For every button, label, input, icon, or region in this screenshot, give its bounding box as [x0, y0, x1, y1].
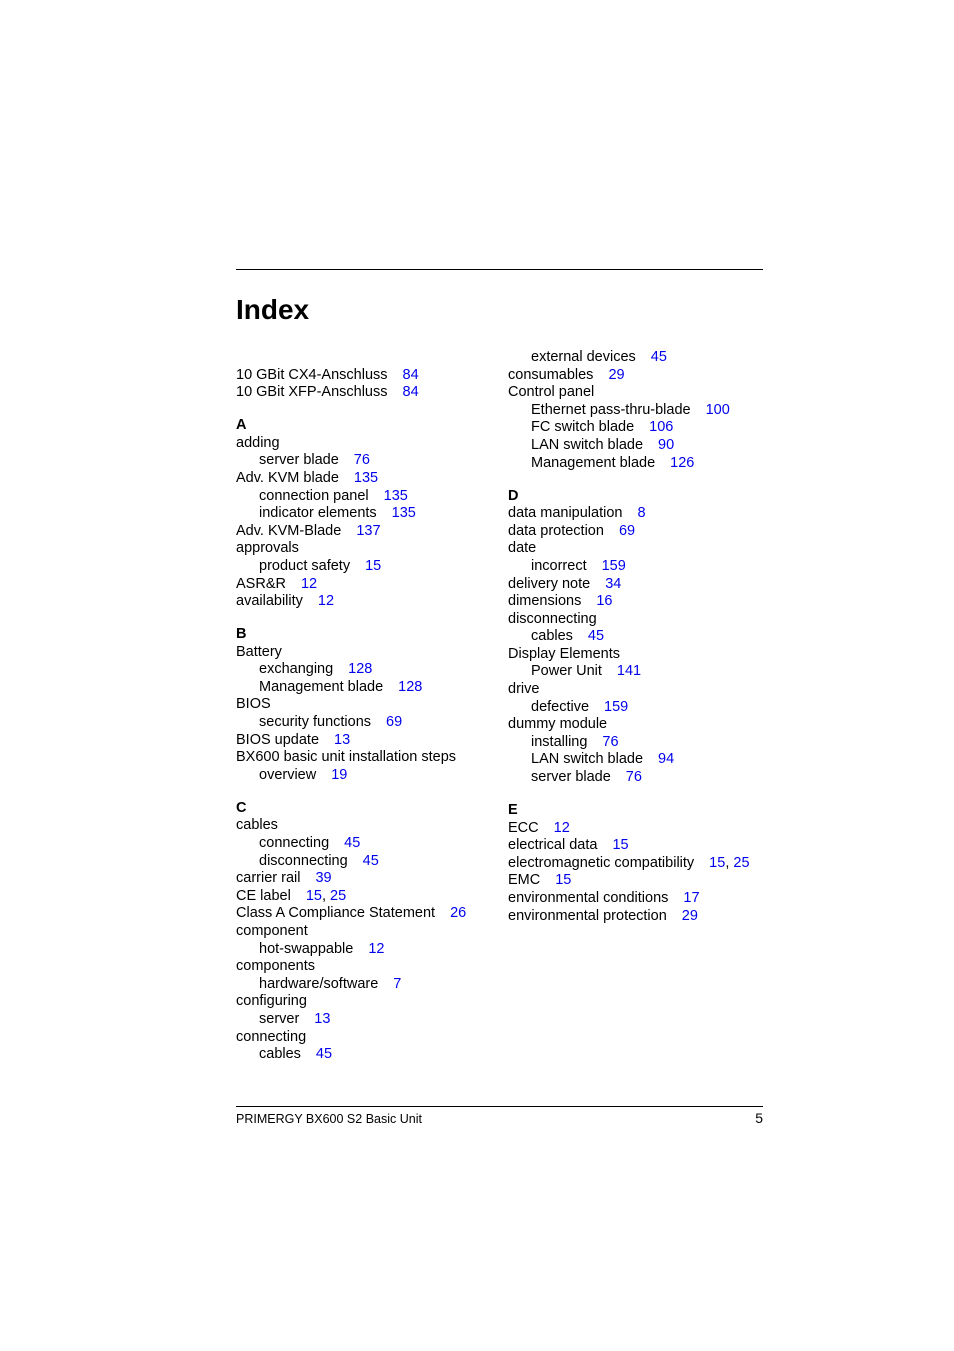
index-subentry	[508, 437, 768, 455]
page-references	[612, 837, 628, 853]
page-link[interactable]: 76	[353, 452, 370, 469]
page-link[interactable]: 17	[683, 890, 700, 906]
index-term: Adv. KVM blade	[236, 469, 339, 486]
index-entry	[236, 888, 501, 906]
index-entry	[236, 732, 501, 750]
index-subentry	[508, 349, 768, 367]
page-references	[331, 767, 347, 783]
page-references	[315, 870, 331, 886]
page-link[interactable]: 25	[330, 887, 347, 904]
index-section-letter: E	[508, 802, 518, 819]
index-term: delivery note	[508, 575, 591, 592]
page-link[interactable]: 39	[315, 870, 332, 887]
index-term: LAN switch blade	[531, 751, 644, 768]
index-term: FC switch blade	[531, 419, 635, 436]
page-link[interactable]: 159	[601, 557, 626, 574]
page-link[interactable]: 135	[383, 487, 408, 504]
index-subentry	[508, 558, 768, 576]
page-references	[403, 367, 419, 383]
page-link[interactable]: 69	[386, 714, 403, 731]
index-term: Adv. KVM-Blade	[236, 522, 342, 539]
page-references	[354, 452, 370, 468]
index-entry	[236, 696, 501, 714]
page-references	[682, 908, 698, 924]
page-link[interactable]: 128	[398, 678, 423, 695]
page-link[interactable]: 12	[300, 575, 318, 592]
index-entry	[508, 908, 768, 926]
index-term: product safety	[259, 557, 351, 574]
index-subentry	[236, 941, 501, 959]
index-subentry	[508, 455, 768, 473]
index-subentry	[508, 628, 768, 646]
index-term: hardware/software	[259, 975, 379, 992]
index-subentry	[236, 488, 501, 506]
index-subentry	[236, 558, 501, 576]
page-link[interactable]: 135	[391, 505, 416, 522]
index-term: server	[259, 1010, 300, 1027]
index-term: overview	[259, 766, 317, 783]
index-subentry	[508, 751, 768, 769]
page-link[interactable]: 19	[331, 766, 348, 783]
index-term: electromagnetic compatibility	[508, 854, 695, 871]
page-references	[555, 872, 571, 888]
page-link[interactable]: 29	[608, 366, 625, 383]
page-references	[608, 367, 624, 383]
page-link[interactable]: 106	[649, 419, 674, 436]
page-references	[384, 488, 408, 504]
page-references	[363, 853, 379, 869]
index-entry	[236, 923, 501, 941]
index-term: disconnecting	[508, 610, 597, 627]
page-link[interactable]: 76	[602, 733, 619, 750]
index-subentry	[236, 714, 501, 732]
page-link[interactable]: 15	[305, 887, 322, 904]
index-column-right	[508, 349, 768, 925]
page-references	[393, 976, 401, 992]
index-term: consumables	[508, 366, 594, 383]
index-entry	[508, 820, 768, 838]
page-link[interactable]: 69	[618, 522, 636, 539]
index-subentry	[236, 976, 501, 994]
index-entry	[508, 367, 768, 385]
header-rule	[236, 269, 763, 270]
index-term: configuring	[236, 993, 307, 1010]
page-link[interactable]: 128	[348, 661, 373, 678]
page-link[interactable]: 34	[605, 575, 622, 592]
index-term: cables	[531, 628, 573, 645]
index-section-letter: C	[236, 799, 247, 816]
index-entry	[236, 523, 501, 541]
index-entry	[508, 611, 768, 629]
page-link[interactable]: 8	[637, 505, 646, 522]
index-subentry	[508, 769, 768, 787]
page-references	[651, 349, 667, 365]
page-separator: ,	[321, 887, 331, 904]
page-references	[626, 769, 642, 785]
page-references	[344, 835, 360, 851]
page-references	[356, 523, 380, 539]
footer-rule	[236, 1106, 763, 1107]
page-references	[588, 628, 604, 644]
index-term: Battery	[236, 643, 282, 660]
page-references	[354, 470, 378, 486]
page-references	[301, 576, 317, 592]
index-entry	[508, 872, 768, 890]
page-link[interactable]: 135	[353, 469, 379, 486]
index-term: Management blade	[259, 678, 384, 695]
page-link[interactable]: 29	[681, 907, 698, 924]
footer-document-title: PRIMERGY BX600 S2 Basic Unit	[236, 1112, 422, 1126]
index-term: CE label	[236, 887, 291, 904]
index-term: security functions	[259, 714, 372, 731]
index-subentry	[508, 734, 768, 752]
index-entry	[508, 540, 768, 558]
page-link[interactable]: 45	[362, 852, 379, 869]
page-references	[403, 384, 419, 400]
page-link[interactable]: 90	[658, 436, 675, 453]
index-term: data manipulation	[508, 505, 623, 522]
index-entry	[508, 716, 768, 734]
page-references	[386, 714, 402, 730]
page-references	[637, 505, 645, 521]
index-term: incorrect	[531, 557, 587, 574]
index-subentry	[508, 663, 768, 681]
page-references	[670, 455, 694, 471]
index-term: electrical data	[508, 837, 598, 854]
page-references	[619, 523, 635, 539]
index-subentry	[508, 402, 768, 420]
index-entry	[508, 523, 768, 541]
index-term: dummy module	[508, 716, 608, 733]
page-link[interactable]: 12	[368, 940, 385, 957]
index-subentry	[236, 1011, 501, 1029]
page-references	[604, 699, 628, 715]
index-subentry	[236, 452, 501, 470]
page-references	[365, 558, 381, 574]
page-references	[314, 1011, 330, 1027]
page-references	[706, 402, 730, 418]
page-references	[316, 1046, 332, 1062]
index-subentry	[236, 661, 501, 679]
page-link[interactable]: 141	[616, 663, 642, 680]
index-term: server blade	[259, 452, 339, 469]
index-entry	[236, 644, 501, 662]
page-link[interactable]: 13	[314, 1010, 331, 1027]
page-references	[368, 941, 384, 957]
page-separator: ,	[725, 854, 734, 871]
index-entry	[508, 593, 768, 611]
page-link[interactable]: 45	[650, 349, 667, 365]
index-term: connecting	[236, 1028, 307, 1045]
page-references	[602, 558, 626, 574]
index-entry	[236, 367, 501, 385]
page-link[interactable]: 7	[393, 975, 402, 992]
page-title: Index	[236, 294, 310, 325]
index-term: approvals	[236, 540, 299, 557]
index-term: Ethernet pass-thru-blade	[531, 401, 691, 418]
index-term: exchanging	[259, 661, 334, 678]
index-term: Display Elements	[508, 645, 621, 662]
index-term: EMC	[508, 872, 541, 889]
index-subentry	[236, 835, 501, 853]
index-subentry	[236, 767, 501, 785]
page-link[interactable]: 94	[658, 751, 675, 768]
index-term: drive	[508, 681, 540, 698]
index-term: 10 GBit CX4-Anschluss	[236, 366, 388, 383]
index-entry	[236, 1029, 501, 1047]
page-references	[709, 855, 749, 871]
index-term: ECC	[508, 819, 539, 836]
page-references	[398, 679, 422, 695]
index-term: LAN switch blade	[531, 436, 644, 453]
index-entry	[508, 576, 768, 594]
index-entry	[508, 384, 768, 402]
index-entry	[236, 870, 501, 888]
index-term: server blade	[531, 769, 611, 786]
index-column-left	[236, 349, 501, 1064]
page-references	[617, 663, 641, 679]
page-references	[658, 437, 674, 453]
page-link[interactable]: 45	[587, 628, 605, 645]
index-section-letter: B	[236, 626, 247, 643]
index-term: connection panel	[259, 487, 369, 504]
page-link[interactable]: 15	[612, 837, 629, 854]
index-subentry	[508, 699, 768, 717]
index-entry	[236, 435, 501, 453]
index-subentry	[236, 1046, 501, 1064]
page-link[interactable]: 15	[709, 854, 726, 871]
page-link[interactable]: 12	[317, 593, 335, 610]
index-term: BIOS update	[236, 731, 320, 748]
index-term: ASR&R	[236, 575, 286, 592]
index-entry	[508, 837, 768, 855]
page-references	[658, 751, 674, 767]
page-references	[605, 576, 621, 592]
index-term: 10 GBit XFP-Anschluss	[236, 384, 388, 401]
index-entry	[508, 681, 768, 699]
index-entry	[236, 593, 501, 611]
index-term: installing	[531, 733, 588, 750]
index-term: Management blade	[531, 454, 656, 471]
page-link[interactable]: 26	[450, 905, 467, 922]
page-link[interactable]: 84	[402, 384, 419, 401]
page-link[interactable]: 16	[596, 593, 613, 610]
index-entry	[236, 905, 501, 923]
page-link[interactable]: 137	[356, 522, 381, 539]
index-subentry	[508, 419, 768, 437]
index-subentry	[236, 679, 501, 697]
page-link[interactable]: 13	[334, 731, 351, 748]
page-references	[649, 419, 673, 435]
page-link[interactable]: 45	[315, 1046, 333, 1063]
index-entry	[236, 749, 501, 767]
index-entry	[236, 993, 501, 1011]
index-term: components	[236, 958, 315, 975]
index-entry	[236, 470, 501, 488]
index-term: dimensions	[508, 593, 582, 610]
index-term: Power Unit	[531, 663, 602, 680]
index-term: Control panel	[508, 384, 595, 401]
page-link[interactable]: 25	[733, 854, 750, 871]
index-term: cables	[236, 817, 278, 834]
page-references	[334, 732, 350, 748]
index-entry	[508, 855, 768, 873]
page-link[interactable]: 45	[344, 835, 361, 852]
page-references	[318, 593, 334, 609]
index-subentry	[236, 853, 501, 871]
index-term: BX600 basic unit installation steps	[236, 749, 457, 766]
page-references	[596, 593, 612, 609]
page-references	[392, 505, 416, 521]
index-entry	[236, 384, 501, 402]
index-term: Class A Compliance Statement	[236, 905, 436, 922]
page-references	[306, 888, 346, 904]
index-entry	[508, 890, 768, 908]
index-term: environmental conditions	[508, 890, 669, 906]
page-link[interactable]: 15	[555, 872, 572, 889]
index-term: defective	[531, 698, 590, 715]
index-entry	[508, 505, 768, 523]
index-term: disconnecting	[259, 852, 348, 869]
index-term: hot-swappable	[259, 940, 354, 957]
page-link[interactable]: 159	[604, 698, 629, 715]
page-references	[348, 661, 372, 677]
index-term: cables	[259, 1046, 301, 1063]
index-term: component	[236, 922, 308, 939]
page-references	[554, 820, 570, 836]
index-entry	[236, 576, 501, 594]
index-subentry	[236, 505, 501, 523]
page-link[interactable]: 84	[402, 366, 419, 383]
page-link[interactable]: 126	[670, 454, 695, 471]
page-link[interactable]: 15	[365, 557, 382, 574]
footer-page-number: 5	[755, 1110, 763, 1126]
index-term: connecting	[259, 835, 330, 852]
index-term: date	[508, 540, 537, 557]
index-term: data protection	[508, 522, 604, 539]
page-references	[602, 734, 618, 750]
index-term: external devices	[531, 349, 636, 365]
index-term: BIOS	[236, 696, 271, 713]
index-section-letter: D	[508, 487, 519, 504]
index-term: carrier rail	[236, 870, 301, 887]
index-term: adding	[236, 434, 280, 451]
index-entry	[236, 540, 501, 558]
index-entry	[236, 817, 501, 835]
index-term: indicator elements	[259, 505, 377, 522]
page-link[interactable]: 100	[705, 401, 730, 418]
index-term: availability	[236, 593, 303, 610]
page-link[interactable]: 12	[553, 819, 570, 836]
page-references	[450, 905, 466, 921]
index-entry	[508, 646, 768, 664]
page-references	[683, 890, 699, 906]
page-link[interactable]: 76	[625, 769, 642, 786]
index-section-letter: A	[236, 417, 247, 434]
index-term: environmental protection	[508, 907, 667, 924]
index-entry	[236, 958, 501, 976]
